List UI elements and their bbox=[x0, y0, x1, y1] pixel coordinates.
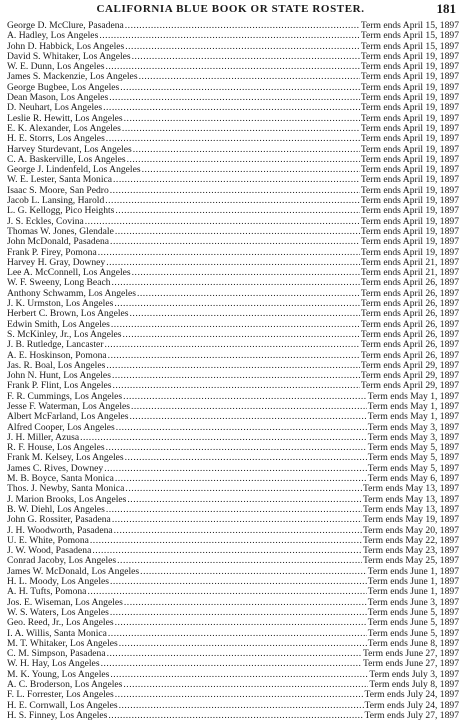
entry-term: Term ends June 1, 1897 bbox=[367, 576, 459, 588]
entry-name: A. C. Broderson, Los Angeles bbox=[7, 679, 123, 690]
entry-term: Term ends July 8, 1897 bbox=[369, 679, 459, 690]
entry-name: John McDonald, Pasadena bbox=[7, 236, 110, 248]
entry-term: Term ends July 27, 1897 bbox=[364, 709, 459, 721]
entry-term: Term ends April 29, 1897 bbox=[360, 359, 459, 371]
dot-leader bbox=[125, 453, 367, 463]
entry-name: D. Neuhart, Los Angeles bbox=[7, 102, 103, 114]
entry-name: B. W. Diehl, Los Angeles bbox=[7, 503, 105, 515]
dot-leader bbox=[127, 495, 362, 505]
entry-name: S. McKinley, Jr., Los Angeles bbox=[7, 328, 122, 340]
dot-leader bbox=[115, 227, 360, 237]
dot-leader bbox=[108, 629, 367, 639]
dot-leader bbox=[98, 248, 360, 258]
entry-name: Geo. Reed, Jr., Los Angeles bbox=[7, 617, 114, 629]
entry-name: Lee A. McConnell, Los Angeles bbox=[7, 267, 131, 279]
dot-leader bbox=[90, 536, 362, 546]
dot-leader bbox=[132, 268, 360, 278]
entry-term: Term ends April 26, 1897 bbox=[360, 287, 459, 299]
entry-name: U. E. White, Pomona bbox=[7, 534, 89, 546]
entry-term: Term ends May 1, 1897 bbox=[367, 400, 459, 412]
entry-term: Term ends April 19, 1897 bbox=[360, 122, 459, 134]
entry-term: Term ends April 29, 1897 bbox=[360, 380, 459, 392]
dot-leader bbox=[133, 145, 360, 155]
entry-term: Term ends May 22, 1897 bbox=[362, 534, 459, 546]
dot-leader bbox=[139, 72, 360, 82]
entry-name: E. K. Alexander, Los Angeles bbox=[7, 122, 121, 134]
entry-name: Alfred Cooper, Los Angeles bbox=[7, 421, 115, 433]
entry-term: Term ends April 26, 1897 bbox=[360, 349, 459, 361]
entry-term: Term ends April 19, 1897 bbox=[360, 92, 459, 104]
entry-term: Term ends April 15, 1897 bbox=[360, 40, 459, 52]
page-header bbox=[0, 0, 461, 22]
entry-name: George J. Lindenfeld, Los Angeles bbox=[7, 164, 141, 176]
dot-leader bbox=[110, 670, 368, 680]
entry-name: J. B. Rutledge, Lancaster bbox=[7, 339, 104, 351]
dot-leader bbox=[116, 423, 367, 433]
entry-name: H. E. Storrs, Los Angeles bbox=[7, 133, 105, 145]
entry-name: H. S. Finney, Los Angeles bbox=[7, 709, 108, 721]
entry-name: Herbert C. Brown, Los Angeles bbox=[7, 308, 129, 320]
dot-leader bbox=[114, 299, 359, 309]
dot-leader bbox=[87, 587, 366, 597]
dot-leader bbox=[112, 381, 359, 391]
dot-leader bbox=[142, 165, 360, 175]
entry-term: Term ends June 1, 1897 bbox=[367, 565, 459, 577]
entry-name: F. R. Cummings, Los Angeles bbox=[7, 390, 123, 402]
entry-name: W. F. Sweeny, Long Beach bbox=[7, 277, 111, 289]
entry-term: Term ends June 8, 1897 bbox=[367, 637, 459, 649]
entry-name: A. Hadley, Los Angeles bbox=[7, 30, 99, 42]
entry-name: Dean Mason, Los Angeles bbox=[7, 92, 109, 104]
entry-name: James S. Mackenzie, Los Angeles bbox=[7, 71, 138, 83]
entry-term: Term ends April 19, 1897 bbox=[360, 153, 459, 165]
entry-term: Term ends April 19, 1897 bbox=[360, 164, 459, 176]
dot-leader bbox=[115, 618, 367, 628]
entry-term: Term ends April 26, 1897 bbox=[360, 308, 459, 320]
dot-leader bbox=[105, 196, 360, 206]
dot-leader bbox=[125, 484, 362, 494]
dot-leader bbox=[110, 608, 367, 618]
entry-term: Term ends April 19, 1897 bbox=[360, 174, 459, 186]
dot-leader bbox=[106, 134, 360, 144]
entry-term: Term ends May 20, 1897 bbox=[362, 524, 459, 536]
dot-leader bbox=[112, 278, 360, 288]
entry-term: Term ends April 26, 1897 bbox=[360, 318, 459, 330]
entry-name: C. M. Simpson, Pasadena bbox=[7, 648, 106, 660]
entry-term: Term ends June 5, 1897 bbox=[367, 606, 459, 618]
dot-leader bbox=[108, 711, 363, 721]
dot-leader bbox=[123, 330, 360, 340]
dot-leader bbox=[113, 175, 360, 185]
entry-term: Term ends April 26, 1897 bbox=[360, 328, 459, 340]
entry-name: Jacob L. Lansing, Harold bbox=[7, 195, 105, 207]
dot-leader bbox=[140, 567, 367, 577]
entry-term: Term ends April 19, 1897 bbox=[360, 246, 459, 258]
entry-term: Term ends May 1, 1897 bbox=[367, 411, 459, 423]
entry-name: Harvey H. Gray, Downey bbox=[7, 256, 106, 268]
entry-name: J. H. Miller, Azusa bbox=[7, 431, 80, 443]
dot-leader bbox=[110, 577, 367, 587]
dot-leader bbox=[124, 598, 367, 608]
roster-entry bbox=[7, 515, 459, 525]
entry-term: Term ends May 13, 1897 bbox=[362, 493, 459, 505]
entry-term: Term ends July 3, 1897 bbox=[369, 668, 459, 680]
dot-leader bbox=[92, 546, 362, 556]
entry-term: Term ends April 26, 1897 bbox=[360, 339, 459, 351]
dot-leader bbox=[110, 186, 360, 196]
dot-leader bbox=[120, 83, 360, 93]
dot-leader bbox=[132, 52, 360, 62]
dot-leader bbox=[124, 114, 360, 124]
entry-term: Term ends July 24, 1897 bbox=[364, 689, 459, 701]
entry-term: Term ends April 19, 1897 bbox=[360, 50, 459, 62]
dot-leader bbox=[123, 680, 368, 690]
entry-term: Term ends May 5, 1897 bbox=[367, 462, 459, 474]
dot-leader bbox=[106, 505, 362, 515]
entry-name: Jas. R. Boal, Los Angeles bbox=[7, 359, 106, 371]
entry-term: Term ends June 5, 1897 bbox=[367, 627, 459, 639]
dot-leader bbox=[106, 258, 360, 268]
entry-name: Harvey Sturdevant, Los Angeles bbox=[7, 143, 132, 155]
roster-entry bbox=[7, 237, 459, 247]
dot-leader bbox=[104, 340, 359, 350]
entry-term: Term ends May 13, 1897 bbox=[362, 483, 459, 495]
entry-name: R. F. House, Los Angeles bbox=[7, 442, 105, 454]
entry-name: Leslie R. Hewitt, Los Angeles bbox=[7, 112, 123, 124]
roster-entry bbox=[7, 618, 459, 628]
entry-term: Term ends April 15, 1897 bbox=[360, 30, 459, 42]
dot-leader bbox=[117, 556, 362, 566]
entry-name: H. L. Moody, Los Angeles bbox=[7, 576, 109, 588]
entry-name: George D. McClure, Pasadena bbox=[7, 20, 124, 31]
dot-leader bbox=[125, 21, 360, 31]
entry-term: Term ends April 19, 1897 bbox=[360, 112, 459, 124]
entry-name: L. G. Kellogg, Pico Heights bbox=[7, 205, 115, 217]
dot-leader bbox=[137, 289, 360, 299]
entry-term: Term ends April 26, 1897 bbox=[360, 277, 459, 289]
dot-leader bbox=[108, 351, 360, 361]
running-title: CALIFORNIA BLUE BOOK OR STATE ROSTER. bbox=[96, 3, 365, 15]
entry-name: Thomas W. Jones, Glendale bbox=[7, 225, 114, 237]
roster-entry bbox=[7, 701, 459, 711]
dot-leader bbox=[119, 639, 367, 649]
entry-name: James W. McDonald, Los Angeles bbox=[7, 565, 140, 577]
entry-name: Isaac S. Moore, San Pedro bbox=[7, 184, 109, 196]
dot-leader bbox=[119, 701, 364, 711]
entry-term: Term ends June 27, 1897 bbox=[362, 658, 459, 670]
entry-name: J. K. Urmston, Los Angeles bbox=[7, 298, 114, 310]
entry-name: W. E. Lester, Santa Monica bbox=[7, 174, 113, 186]
dot-leader bbox=[112, 371, 360, 381]
entry-term: Term ends April 19, 1897 bbox=[360, 215, 459, 227]
entry-term: Term ends April 21, 1897 bbox=[360, 267, 459, 279]
entry-name: W. E. Dunn, Los Angeles bbox=[7, 61, 105, 73]
dot-leader bbox=[110, 237, 360, 247]
entry-name: Frank M. Kelsey, Los Angeles bbox=[7, 452, 124, 464]
entry-name: J. W. Wood, Pasadena bbox=[7, 545, 92, 557]
dot-leader bbox=[112, 515, 362, 525]
entry-term: Term ends April 19, 1897 bbox=[360, 102, 459, 114]
dot-leader bbox=[115, 474, 367, 484]
entry-term: Term ends April 29, 1897 bbox=[360, 370, 459, 382]
dot-leader bbox=[106, 361, 359, 371]
entry-name: J. H. Woodworth, Pasadena bbox=[7, 524, 113, 536]
entry-term: Term ends April 19, 1897 bbox=[360, 143, 459, 155]
dot-leader bbox=[115, 690, 364, 700]
entry-name: M. B. Boyce, Santa Monica bbox=[7, 473, 114, 485]
entry-name: John D. Habbick, Los Angeles bbox=[7, 40, 125, 52]
entry-name: Anthony Schwamm, Los Angeles bbox=[7, 287, 136, 299]
dot-leader bbox=[80, 433, 367, 443]
entry-term: Term ends May 3, 1897 bbox=[367, 431, 459, 443]
entry-term: Term ends May 1, 1897 bbox=[367, 390, 459, 402]
entry-name: George Bugbee, Los Angeles bbox=[7, 81, 120, 93]
dot-leader bbox=[85, 217, 360, 227]
entry-term: Term ends May 3, 1897 bbox=[367, 421, 459, 433]
entry-name: Conrad Jacoby, Los Angeles bbox=[7, 555, 117, 567]
dot-leader bbox=[127, 155, 360, 165]
entry-term: Term ends June 5, 1897 bbox=[367, 617, 459, 629]
entry-name: Albert McFarland, Los Angeles bbox=[7, 411, 129, 423]
entry-name: David S. Whitaker, Los Angeles bbox=[7, 50, 131, 62]
entry-term: Term ends June 27, 1897 bbox=[362, 648, 459, 660]
entry-term: Term ends April 19, 1897 bbox=[360, 133, 459, 145]
dot-leader bbox=[114, 526, 362, 536]
dot-leader bbox=[111, 320, 360, 330]
entry-name: A. E. Hoskinson, Pomona bbox=[7, 349, 107, 361]
roster-entry bbox=[7, 711, 459, 721]
dot-leader bbox=[99, 31, 360, 41]
entry-term: Term ends May 6, 1897 bbox=[367, 473, 459, 485]
entry-term: Term ends April 19, 1897 bbox=[360, 71, 459, 83]
dot-leader bbox=[130, 309, 360, 319]
entry-name: W. S. Waters, Los Angeles bbox=[7, 606, 109, 618]
entry-term: Term ends April 21, 1897 bbox=[360, 256, 459, 268]
dot-leader bbox=[107, 649, 362, 659]
entry-term: Term ends June 1, 1897 bbox=[367, 586, 459, 598]
roster-entry bbox=[7, 690, 459, 700]
entry-term: Term ends May 25, 1897 bbox=[362, 555, 459, 567]
roster-entry bbox=[7, 340, 459, 350]
dot-leader bbox=[105, 62, 359, 72]
entry-term: Term ends May 19, 1897 bbox=[362, 514, 459, 526]
entry-name: A. H. Tufts, Pomona bbox=[7, 586, 87, 598]
entry-term: Term ends June 3, 1897 bbox=[367, 596, 459, 608]
page-number: 181 bbox=[436, 1, 456, 16]
dot-leader bbox=[122, 124, 360, 134]
dot-leader bbox=[101, 659, 362, 669]
entry-term: Term ends April 19, 1897 bbox=[360, 81, 459, 93]
dot-leader bbox=[109, 93, 360, 103]
entry-term: Term ends April 15, 1897 bbox=[360, 20, 459, 31]
entry-term: Term ends April 19, 1897 bbox=[360, 225, 459, 237]
entry-term: Term ends May 5, 1897 bbox=[367, 442, 459, 454]
entry-name: I. A. Willis, Santa Monica bbox=[7, 627, 107, 639]
dot-leader bbox=[103, 103, 360, 113]
entry-name: C. A. Baskerville, Los Angeles bbox=[7, 153, 126, 165]
entry-name: John N. Hunt, Los Angeles bbox=[7, 370, 111, 382]
dot-leader bbox=[131, 402, 367, 412]
entry-name: Frank P. Flint, Los Angeles bbox=[7, 380, 112, 392]
entry-name: J. S. Eckles, Covina bbox=[7, 215, 84, 227]
entry-name: F. L. Forrester, Los Angeles bbox=[7, 689, 114, 701]
entry-name: James C. Rives, Downey bbox=[7, 462, 104, 474]
entry-term: Term ends April 26, 1897 bbox=[360, 298, 459, 310]
entry-name: Thos. J. Newby, Santa Monica bbox=[7, 483, 125, 495]
entry-name: Edwin Smith, Los Angeles bbox=[7, 318, 110, 330]
entry-name: Jos. E. Wiseman, Los Angeles bbox=[7, 596, 123, 608]
entry-name: J. Marion Brooks, Los Angeles bbox=[7, 493, 127, 505]
entry-term: Term ends April 19, 1897 bbox=[360, 184, 459, 196]
entry-term: Term ends May 5, 1897 bbox=[367, 452, 459, 464]
entry-name: M. T. Whitaker, Los Angeles bbox=[7, 637, 118, 649]
dot-leader bbox=[115, 206, 359, 216]
entry-term: Term ends April 19, 1897 bbox=[360, 195, 459, 207]
entry-term: Term ends July 24, 1897 bbox=[364, 699, 459, 711]
entry-name: Frank P. Firey, Pomona bbox=[7, 246, 97, 258]
dot-leader bbox=[106, 443, 367, 453]
entry-name: John G. Rossiter, Pasadena bbox=[7, 514, 111, 526]
entry-term: Term ends May 23, 1897 bbox=[362, 545, 459, 557]
dot-leader bbox=[130, 412, 367, 422]
dot-leader bbox=[123, 392, 367, 402]
dot-leader bbox=[125, 42, 360, 52]
entry-term: Term ends April 19, 1897 bbox=[360, 61, 459, 73]
entry-term: Term ends April 19, 1897 bbox=[360, 236, 459, 248]
entry-name: H. E. Cornwall, Los Angeles bbox=[7, 699, 118, 711]
entry-term: Term ends May 13, 1897 bbox=[362, 503, 459, 515]
entry-name: W. H. Hay, Los Angeles bbox=[7, 658, 100, 670]
entry-name: Jesse F. Waterman, Los Angeles bbox=[7, 400, 130, 412]
entry-name: M. K. Young, Los Angeles bbox=[7, 668, 110, 680]
entry-term: Term ends April 19, 1897 bbox=[360, 205, 459, 217]
roster-list bbox=[7, 21, 459, 721]
dot-leader bbox=[104, 464, 367, 474]
